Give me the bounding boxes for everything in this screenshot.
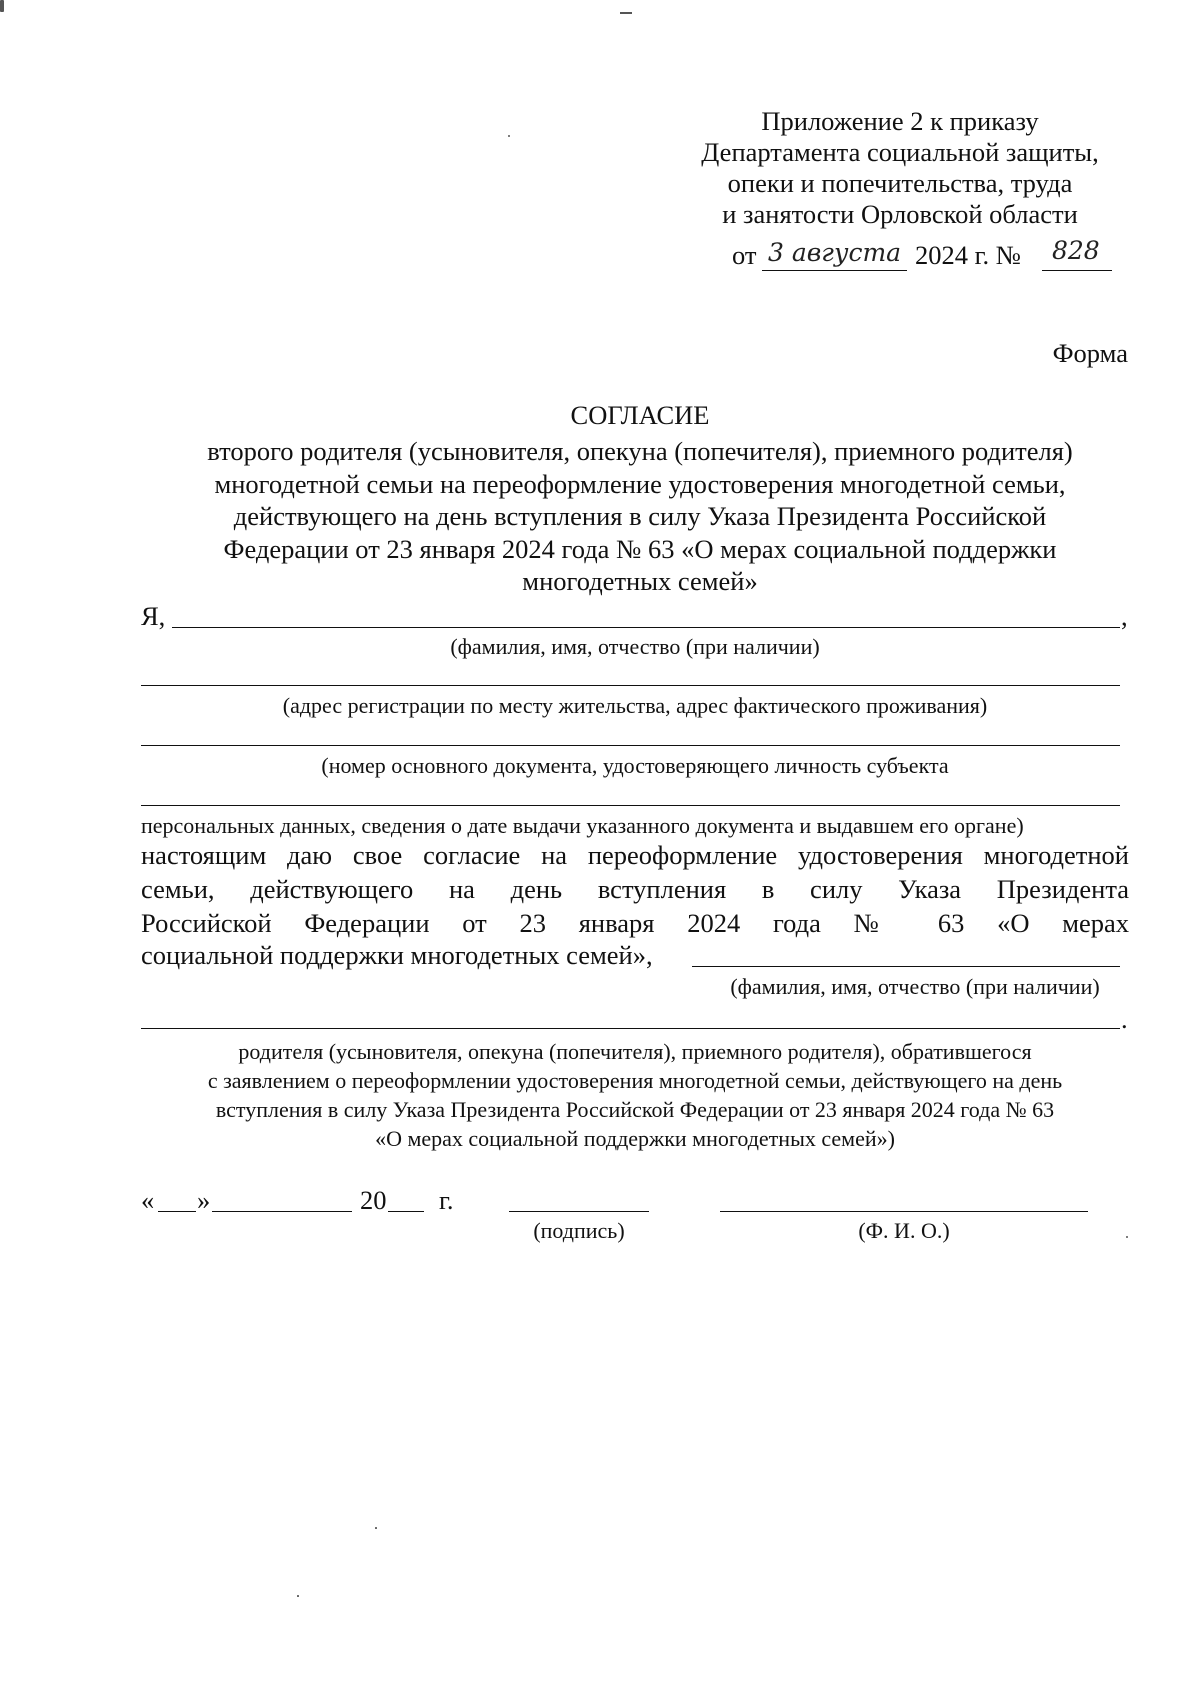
document-caption-1: (номер основного документа, удостоверяющего личность субъекта	[321, 753, 949, 778]
number-underline	[1042, 270, 1112, 271]
year-field-line[interactable]	[388, 1211, 424, 1212]
consent-fio-line-2[interactable]	[141, 1028, 1120, 1029]
year-suffix: г.	[439, 1185, 454, 1215]
scan-speck	[375, 1527, 377, 1529]
month-field-line[interactable]	[212, 1211, 352, 1212]
consent-period: .	[1121, 1004, 1128, 1034]
fio-caption: (фамилия, имя, отчество (при наличии)	[450, 634, 820, 659]
document-field-line-2[interactable]	[141, 805, 1120, 806]
heading-line: второго родителя (усыновителя, опекуна (попечителя), приемного родителя)	[207, 436, 1073, 466]
applicant-line: вступления в силу Указа Президента Российской Федерации от 23 января 2024 года № 63	[215, 1097, 1055, 1122]
approval-year: 2024 г. №	[915, 240, 1022, 270]
consent-line: Российской Федерации от 23 января 2024 года № 63 «О мерах	[141, 908, 1129, 938]
approval-date-handwritten: 3 августа	[768, 238, 902, 267]
scan-speck	[508, 135, 510, 137]
scan-speck	[1126, 1236, 1128, 1238]
signature-caption: (подпись)	[533, 1218, 625, 1243]
signature-field-line[interactable]	[509, 1211, 649, 1212]
heading-title: СОГЛАСИЕ	[570, 400, 710, 430]
fio-field-line[interactable]	[172, 627, 1120, 628]
consent-line: семьи, действующего на день вступления в силу Указа Президента	[141, 874, 1129, 904]
heading-line: действующего на день вступления в силу Указа Президента Российской	[233, 501, 1047, 531]
date-open-quote: «	[141, 1185, 155, 1215]
heading-line: многодетной семьи на переоформление удостоверения многодетной семьи,	[214, 468, 1066, 499]
date-underline	[762, 270, 907, 271]
approval-block	[640, 106, 1160, 230]
approval-line-3: опеки и попечительства, труда	[727, 168, 1073, 198]
consent-line: социальной поддержки многодетных семей»,	[141, 940, 653, 970]
approval-line-1: Приложение 2 к приказу	[761, 106, 1039, 136]
document-caption-2: персональных данных, сведения о дате выдачи указанного документа и выдавшем его органе)	[141, 813, 1024, 838]
applicant-line: «О мерах социальной поддержки многодетных семей»)	[375, 1126, 895, 1151]
address-caption: (адрес регистрации по месту жительства, адрес фактического проживания)	[282, 693, 988, 718]
fio-comma: ,	[1121, 601, 1128, 631]
scan-mark	[0, 0, 4, 12]
heading-line: Федерации от 23 января 2024 года № 63 «О мерах социальной поддержки	[223, 533, 1057, 564]
year-prefix: 20	[360, 1185, 387, 1215]
day-field-line[interactable]	[158, 1211, 196, 1212]
applicant-block	[140, 1037, 1130, 1153]
consent-fio-line[interactable]	[692, 966, 1120, 967]
consent-line: настоящим даю свое согласие на переоформление удостоверения многодетной	[141, 840, 1129, 870]
applicant-line: родителя (усыновителя, опекуна (попечителя), приемного родителя), обратившегося	[238, 1039, 1032, 1064]
consent-fio-caption: (фамилия, имя, отчество (при наличии)	[730, 974, 1100, 999]
approval-date-prefix: от	[732, 240, 757, 270]
scan-speck	[297, 1595, 299, 1597]
fio-signature-line[interactable]	[720, 1211, 1088, 1212]
approval-number-handwritten: 828	[1052, 236, 1100, 265]
ya-label: Я,	[141, 601, 166, 631]
heading-subtitle	[120, 435, 1160, 598]
date-close-quote: »	[197, 1185, 211, 1215]
address-field-line[interactable]	[141, 685, 1120, 686]
heading-line: многодетных семей»	[522, 566, 758, 596]
fio-signature-caption: (Ф. И. О.)	[858, 1218, 950, 1243]
approval-line-4: и занятости Орловской области	[722, 199, 1078, 229]
scan-mark	[620, 12, 632, 14]
form-label: Форма	[1052, 338, 1128, 368]
approval-line-2: Департамента социальной защиты,	[701, 137, 1099, 167]
document-field-line[interactable]	[141, 745, 1120, 746]
applicant-line: с заявлением о переоформлении удостоверения многодетной семьи, действующего на день	[207, 1068, 1063, 1093]
